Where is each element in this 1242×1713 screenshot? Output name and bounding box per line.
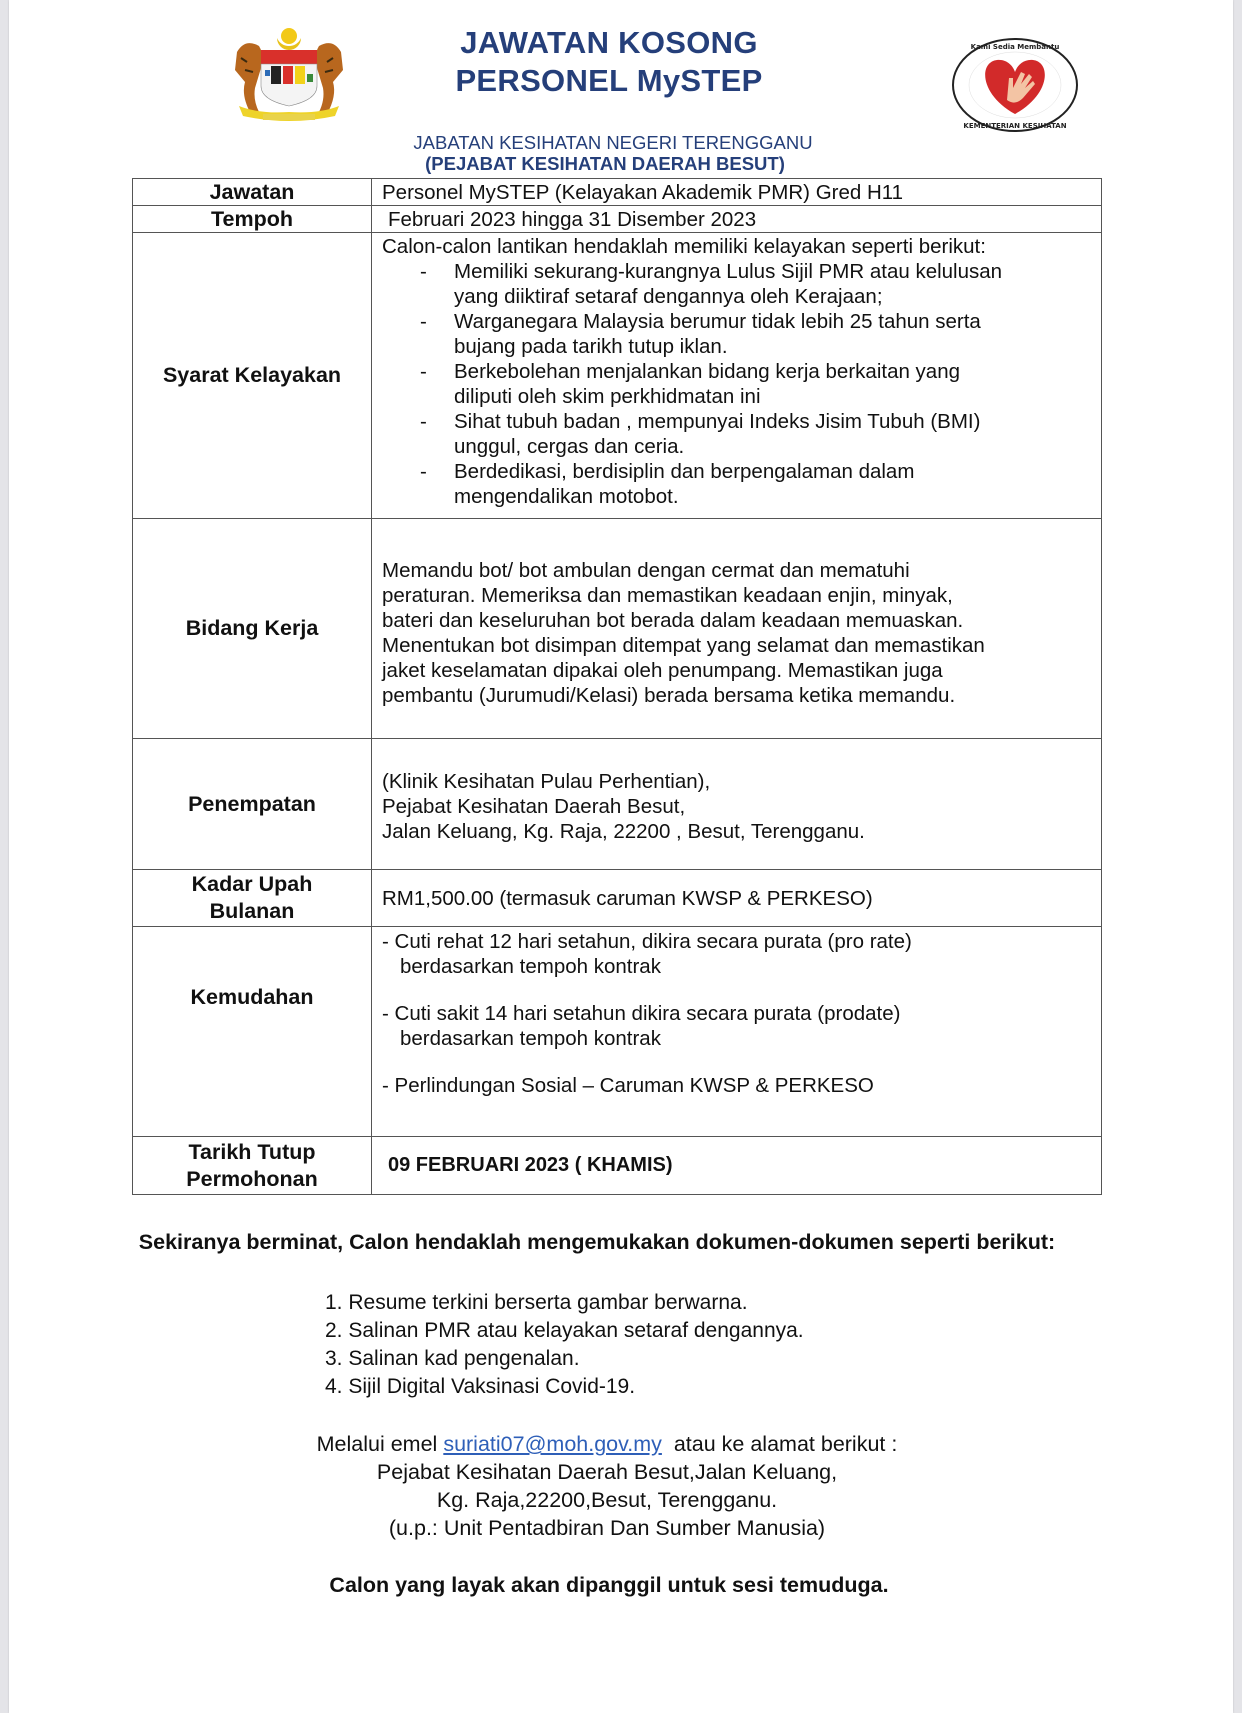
address-line: Pejabat Kesihatan Daerah Besut,Jalan Keluang,: [376, 1460, 838, 1484]
kementerian-kesihatan-malaysia-logo-icon: [949, 36, 1081, 134]
row-value: [372, 927, 1102, 1137]
row-label: Bidang Kerja: [133, 519, 372, 739]
list-item: - Warganegara Malaysia berumur tidak lebih 25 tahun serta bujang pada tarikh tutup iklan.: [420, 310, 981, 358]
list-item: - Berdedikasi, berdisiplin dan berpengalaman dalam mengendalikan motobot.: [420, 460, 915, 508]
documents-list: [325, 1289, 804, 1401]
row-value: Personel MySTEP (Kelayakan Akademik PMR) Gred H11: [372, 179, 1102, 206]
list-item: - Berkebolehan menjalankan bidang kerja berkaitan yang diliputi oleh skim perkhidmatan ini: [420, 360, 961, 408]
table-row-syarat-kelayakan: [133, 233, 1102, 519]
row-label: Kadar Upah Bulanan: [133, 870, 372, 927]
list-item: 3. Salinan kad pengenalan.: [325, 1347, 580, 1370]
table-row-kadar-upah: [133, 870, 1102, 927]
document-header: [9, 0, 1233, 180]
closing-date: 09 FEBRUARI 2023 ( KHAMIS): [372, 1137, 1102, 1195]
address-line: Kg. Raja,22200,Besut, Terengganu.: [436, 1488, 778, 1512]
email-link[interactable]: suriati07@moh.gov.my: [443, 1432, 662, 1456]
table-row-tarikh-tutup: [133, 1137, 1102, 1195]
list-item: - Memiliki sekurang-kurangnya Lulus Sijil PMR atau kelulusan yang diiktiraf setaraf dengannya oleh Kerajaan;: [420, 260, 1003, 308]
contact-line: Melalui emel suriati07@moh.gov.my atau ke alamat berikut :: [316, 1432, 898, 1456]
job-details-table: [132, 178, 1102, 1195]
contact-block: [9, 1430, 1233, 1542]
list-item: 4. Sijil Digital Vaksinasi Covid-19.: [325, 1375, 636, 1398]
table-row-kemudahan: [133, 927, 1102, 1137]
document-page: [9, 0, 1233, 1713]
office-name: (PEJABAT KESIHATAN DAERAH BESUT): [425, 153, 785, 174]
row-value: Februari 2023 hingga 31 Disember 2023: [372, 206, 1102, 233]
closing-note: Calon yang layak akan dipanggil untuk sesi temuduga.: [329, 1573, 889, 1597]
row-value: Memandu bot/ bot ambulan dengan cermat dan mematuhi peraturan. Memeriksa dan memastikan keadaan enjin, minyak, bateri dan keseluruhan bot berada dalam keadaan memuaskan. Menentukan bot disimpan ditempat yang selamat dan memastikan jaket keselamatan dipakai oleh penumpang. Memastikan juga pembantu (Jurumudi/Kelasi) berada bersama ketika memandu.: [372, 519, 1102, 739]
qualification-list: [382, 259, 1101, 509]
benefit-item: - Cuti rehat 12 hari setahun, dikira secara purata (pro rate) berdasarkan tempoh kontrak: [382, 930, 912, 978]
benefit-item: - Cuti sakit 14 hari setahun dikira secara purata (prodate) berdasarkan tempoh kontrak: [382, 1002, 901, 1050]
row-value: [372, 233, 1102, 519]
row-label: Jawatan: [133, 179, 372, 206]
qualification-intro: Calon-calon lantikan hendaklah memiliki kelayakan seperti berikut:: [382, 235, 986, 258]
department-name: JABATAN KESIHATAN NEGERI TERENGGANU: [413, 132, 813, 153]
row-value: (Klinik Kesihatan Pulau Perhentian), Pejabat Kesihatan Daerah Besut, Jalan Keluang, Kg. Raja, 22200 , Besut, Terengganu.: [372, 739, 1102, 870]
documents-heading: Sekiranya berminat, Calon hendaklah mengemukakan dokumen-dokumen seperti berikut:: [138, 1230, 1056, 1254]
row-value: RM1,500.00 (termasuk caruman KWSP & PERKESO): [372, 870, 1102, 927]
list-item: 1. Resume terkini berserta gambar berwarna.: [325, 1291, 748, 1314]
list-item: 2. Salinan PMR atau kelayakan setaraf dengannya.: [325, 1319, 804, 1342]
address-line: (u.p.: Unit Pentadbiran Dan Sumber Manusia): [388, 1516, 826, 1540]
table-row-jawatan: [133, 179, 1102, 206]
title-line-1: JAWATAN KOSONG: [460, 25, 758, 60]
list-item: - Sihat tubuh badan , mempunyai Indeks Jisim Tubuh (BMI) unggul, cergas dan ceria.: [420, 410, 981, 458]
row-label: Penempatan: [133, 739, 372, 870]
row-label: Syarat Kelayakan: [133, 233, 372, 519]
benefit-item: - Perlindungan Sosial – Caruman KWSP & PERKESO: [382, 1074, 874, 1097]
row-label: Tarikh Tutup Permohonan: [133, 1137, 372, 1195]
row-label: Kemudahan: [133, 927, 372, 1137]
table-row-tempoh: [133, 206, 1102, 233]
table-row-penempatan: [133, 739, 1102, 870]
row-label: Tempoh: [133, 206, 372, 233]
table-row-bidang-kerja: [133, 519, 1102, 739]
title-line-2: PERSONEL MySTEP: [455, 63, 763, 98]
svg-text:Kami Sedia Membantu: Kami Sedia Membantu: [970, 43, 1060, 51]
svg-text:KEMENTERIAN KESIHATAN: KEMENTERIAN KESIHATAN: [963, 122, 1067, 130]
department-heading: [9, 132, 1233, 174]
